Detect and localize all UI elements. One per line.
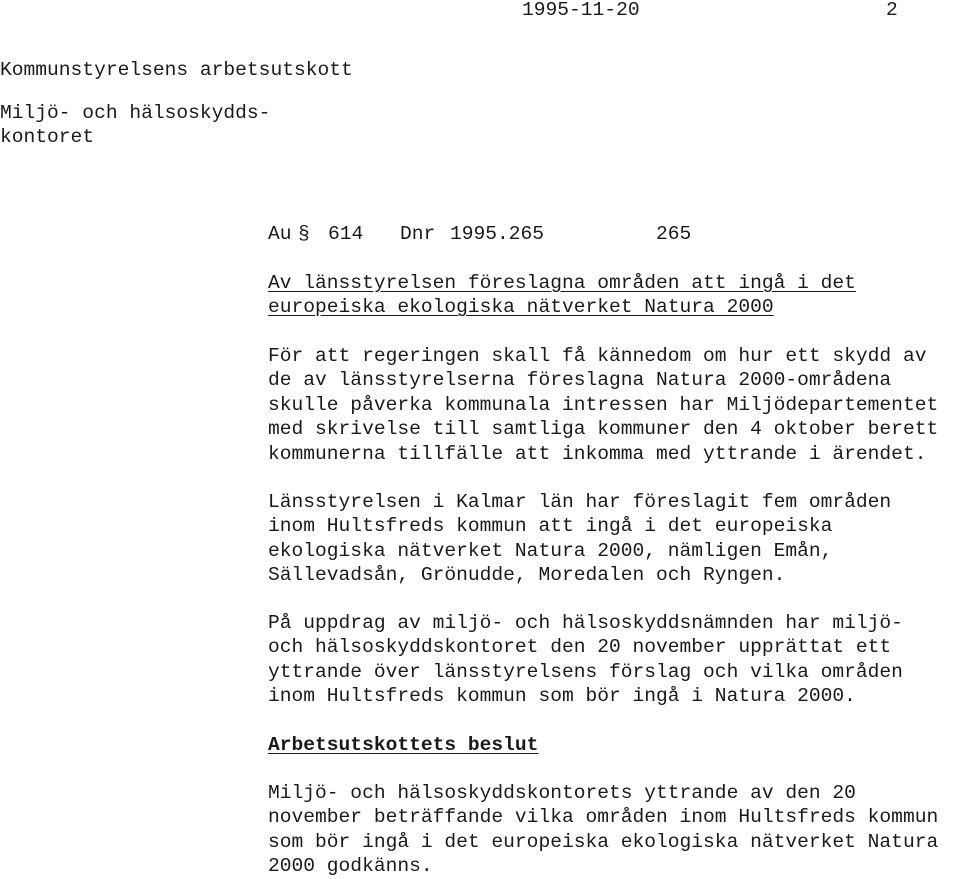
committee-name: Kommunstyrelsens arbetsutskott xyxy=(0,59,353,81)
paragraph-line: kommunerna tillfälle att inkomma med yttrande i ärendet. xyxy=(268,442,927,465)
paragraph-assignment xyxy=(268,611,960,709)
page-number: 2 xyxy=(886,0,898,21)
subject-line: Av länsstyrelsen föreslagna områden att ingå i det xyxy=(268,272,856,294)
paragraph-line: de av länsstyrelserna föreslagna Natura 2000-områdena xyxy=(268,369,892,392)
paragraph-line: inom Hultsfreds kommun som bör ingå i Natura 2000. xyxy=(268,685,856,708)
paragraph-line: Länsstyrelsen i Kalmar län har föreslagit fem områden xyxy=(268,491,892,513)
decision-line: som bör ingå i det europeiska ekologiska nätverket Natura xyxy=(268,830,939,853)
subject-line: europeiska ekologiska nätverket Natura 2000 xyxy=(268,296,774,319)
decision-text xyxy=(268,781,960,879)
paragraph-line: och hälsoskyddskontoret den 20 november upprättat ett xyxy=(268,636,892,659)
paragraph-line: Sällevadsån, Grönudde, Moredalen och Ryngen. xyxy=(268,564,786,587)
paragraph-line: För att regeringen skall få kännedom om hur ett skydd av xyxy=(268,345,927,367)
paragraph-line: ekologiska nätverket Natura 2000, nämligen Emån, xyxy=(268,539,833,562)
decision-line: november beträffande vilka områden inom Hultsfreds kommun xyxy=(268,806,939,829)
paragraph-line: inom Hultsfreds kommun att ingå i det europeiska xyxy=(268,515,833,538)
subject xyxy=(268,271,960,320)
decision-line: 2000 godkänns. xyxy=(268,855,433,878)
decision-line: Miljö- och hälsoskyddskontorets yttrande av den 20 xyxy=(268,782,856,804)
office-name-line-2: kontoret xyxy=(0,126,95,148)
paragraph-proposal xyxy=(268,490,960,588)
dnr-label: Dnr xyxy=(400,223,436,245)
document-date: 1995-11-20 xyxy=(522,0,640,21)
section-number: 614 xyxy=(328,223,364,245)
file-number: 265 xyxy=(656,223,692,245)
section-sign: § xyxy=(298,223,310,245)
dnr-value: 1995.265 xyxy=(450,223,545,245)
decision-section xyxy=(268,733,960,757)
paragraph-background xyxy=(268,344,960,466)
office-name-line-1: Miljö- och hälsoskydds- xyxy=(0,102,271,124)
paragraph-line: På uppdrag av miljö- och hälsoskyddsnämnden har miljö- xyxy=(268,612,903,634)
paragraph-line: yttrande över länsstyrelsens förslag och vilka områden xyxy=(268,660,903,683)
decision-heading: Arbetsutskottets beslut xyxy=(268,734,539,756)
paragraph-line: skulle påverka kommunala intressen har Miljödepartementet xyxy=(268,393,939,416)
paragraph-line: med skrivelse till samtliga kommuner den 4 oktober berett xyxy=(268,418,939,441)
reference-prefix: Au xyxy=(268,223,292,245)
